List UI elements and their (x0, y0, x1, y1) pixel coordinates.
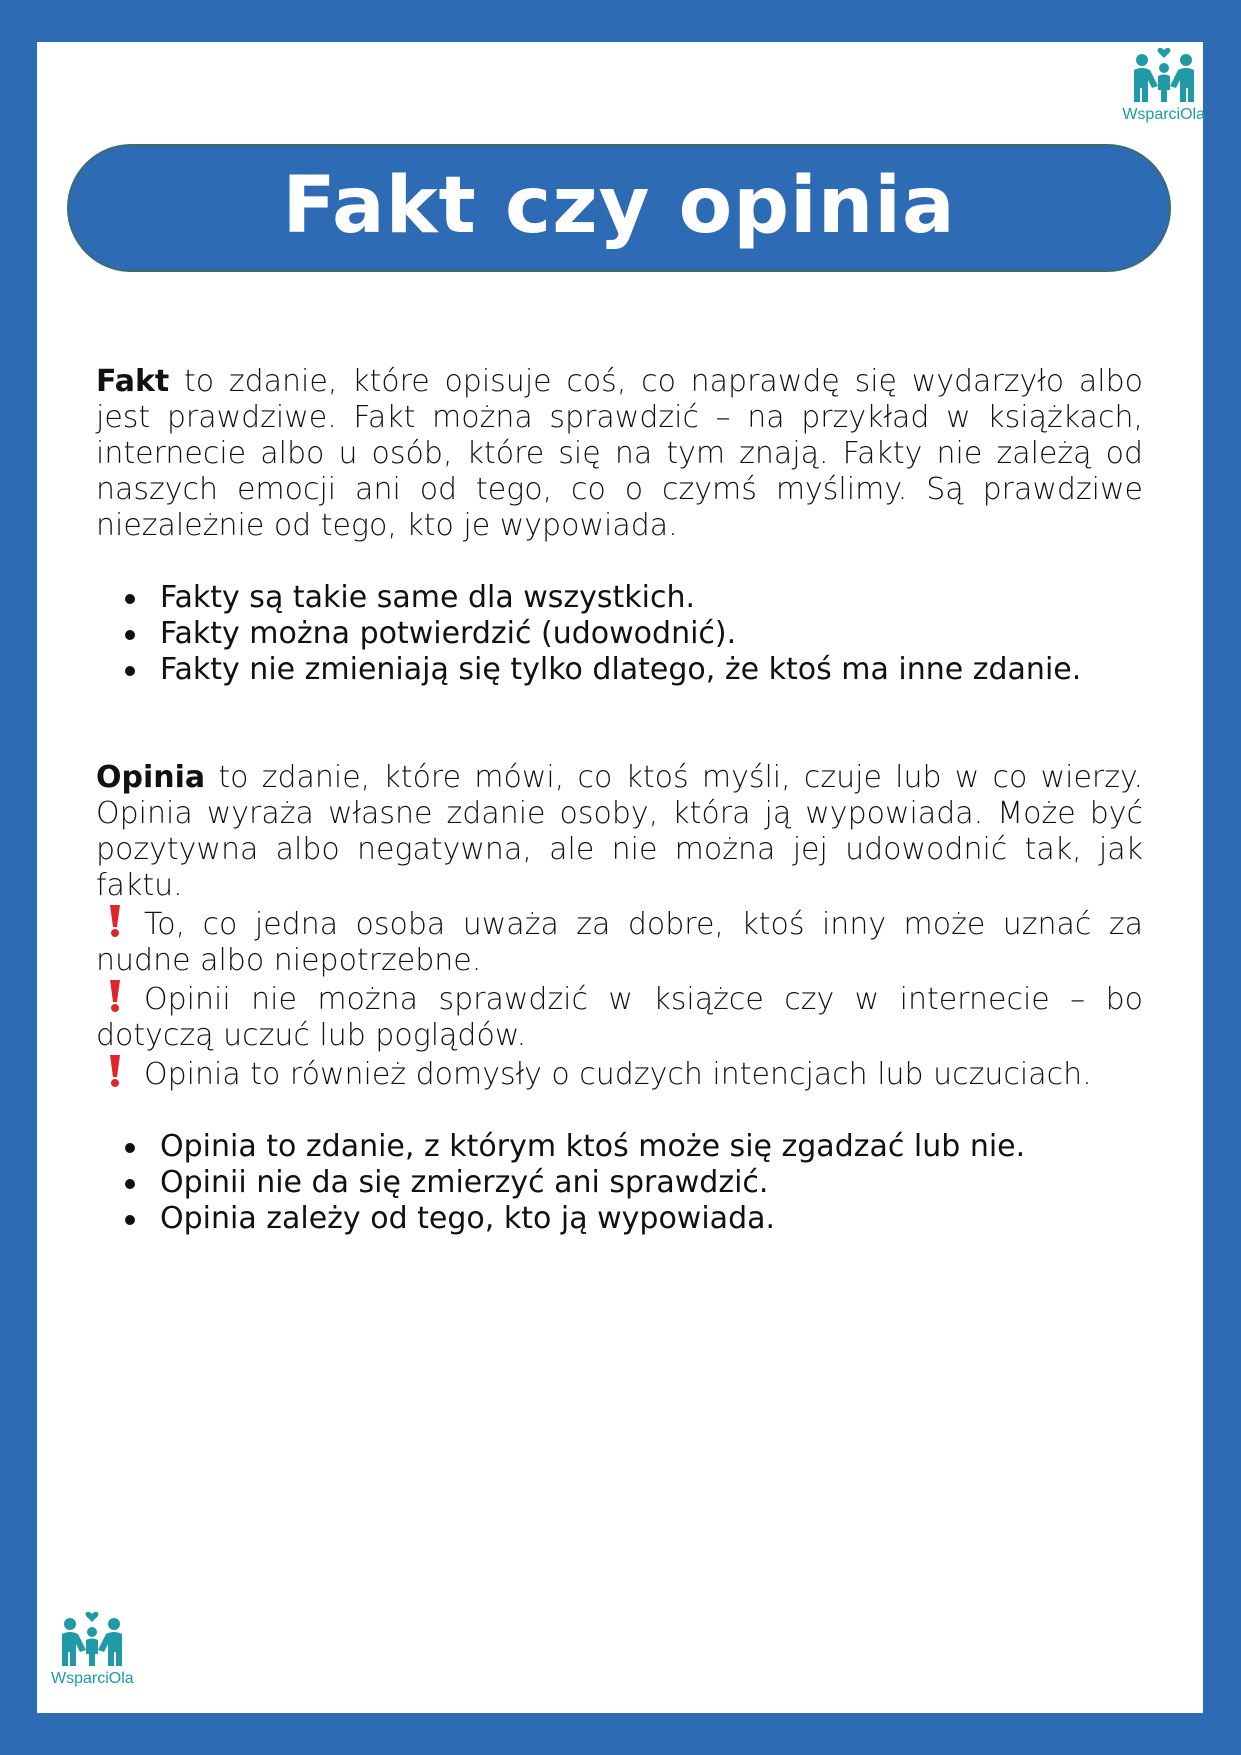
brand-logo-bottom (51, 1610, 134, 1688)
fact-bullet-list (96, 580, 1143, 688)
page-title: Fakt czy opinia (282, 161, 956, 251)
brand-logo-top (1122, 46, 1205, 124)
family-icon (56, 1610, 128, 1668)
section-spacer (96, 688, 1143, 760)
opinion-note-text: Opinii nie można sprawdzić w książce czy w internecie – bo dotyczą uczuć lub poglądów. (96, 982, 1143, 1053)
opinion-note-text: To, co jedna osoba uważa za dobre, ktoś inny może uznać za nudne albo niepotrzebne. (96, 907, 1143, 978)
list-item: Opinia to zdanie, z którym ktoś może się zgadzać lub nie. (160, 1129, 1143, 1165)
opinion-bullet-list (96, 1129, 1143, 1237)
fact-definition-text: to zdanie, które opisuje coś, co naprawdę się wydarzyło albo jest prawdziwe. Fakt można sprawdzić – na przykład w książkach, internecie albo u osób, które się na tym znają. Fakty nie zależą od naszych emocji ani od tego, co o czymś myślimy. Są prawdziwe niezależnie od tego, kto je wypowiada. (96, 364, 1143, 543)
opinion-note (96, 1054, 1143, 1093)
list-item: Opinii nie da się zmierzyć ani sprawdzić. (160, 1165, 1143, 1201)
exclamation-icon (108, 979, 122, 1013)
family-icon (1128, 46, 1200, 104)
opinion-note (96, 979, 1143, 1054)
document-page (37, 42, 1203, 1713)
list-item: Fakty są takie same dla wszystkich. (160, 580, 1143, 616)
opinion-note-text: Opinia to również domysły o cudzych intencjach lub uczuciach. (144, 1057, 1092, 1092)
fact-definition (96, 364, 1143, 544)
brand-name: WsparciOla (1122, 106, 1205, 123)
title-banner (67, 144, 1171, 272)
exclamation-icon (108, 904, 122, 938)
list-item: Opinia zależy od tego, kto ją wypowiada. (160, 1201, 1143, 1237)
list-item: Fakty można potwierdzić (udowodnić). (160, 616, 1143, 652)
brand-name: WsparciOla (51, 1670, 134, 1687)
exclamation-icon (108, 1054, 122, 1088)
fact-term: Fakt (96, 364, 170, 399)
opinion-definition-text: to zdanie, które mówi, co ktoś myśli, czuje lub w co wierzy. Opinia wyraża własne zdanie osoby, która ją wypowiada. Może być pozytywna albo negatywna, ale nie można jej udowodnić tak, jak faktu. (96, 760, 1143, 903)
opinion-note (96, 904, 1143, 979)
opinion-term: Opinia (96, 760, 206, 795)
opinion-definition (96, 760, 1143, 904)
document-body (96, 364, 1143, 1237)
list-item: Fakty nie zmieniają się tylko dlatego, że ktoś ma inne zdanie. (160, 652, 1143, 688)
